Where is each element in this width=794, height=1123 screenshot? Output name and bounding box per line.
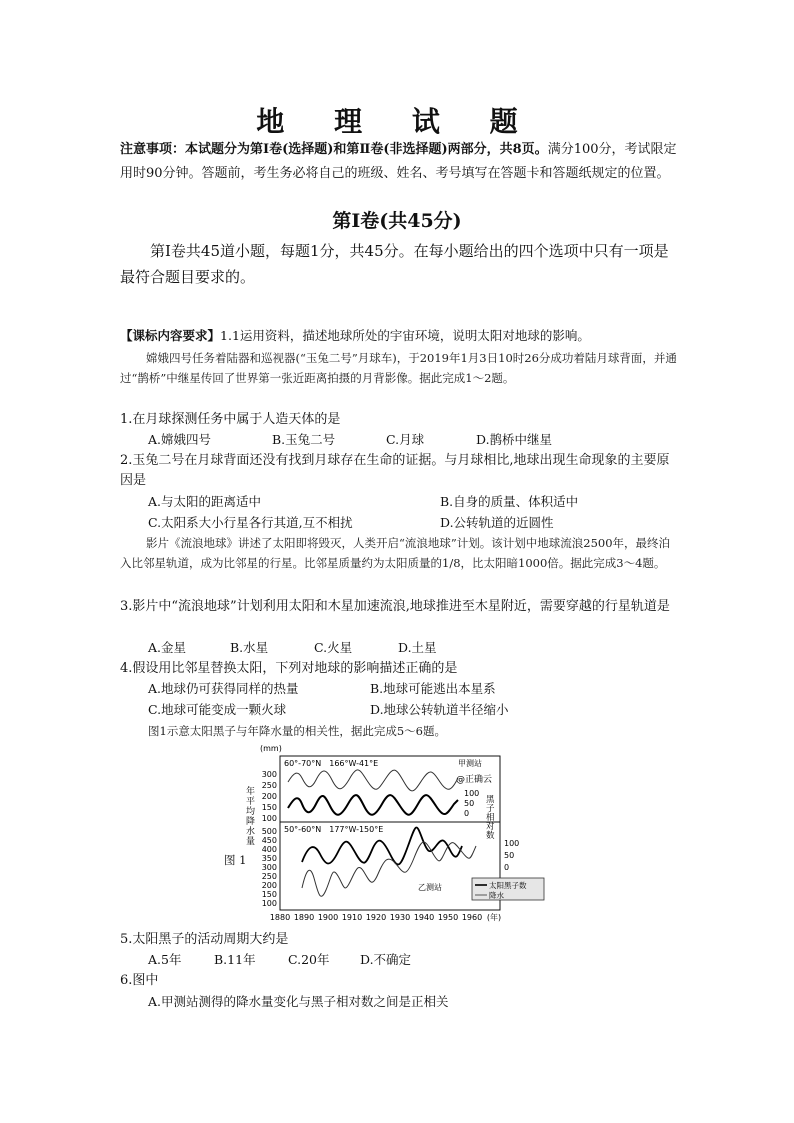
svg-text:500: 500 [261, 827, 277, 836]
svg-text:1890: 1890 [293, 913, 315, 922]
q3-option-b[interactable]: B.水星 [230, 640, 269, 655]
standard-text: 1.1运用资料，描述地球所处的宇宙环境，说明太阳对地球的影响。 [220, 328, 590, 343]
svg-text:100: 100 [261, 814, 277, 823]
unit-mm: (mm) [260, 744, 282, 753]
top-right-ticks [464, 789, 479, 818]
section-intro: 第Ⅰ卷共45道小题，每题1分，共45分。在每小题给出的四个选项中只有一项是最符合题目要求的。 [120, 242, 669, 286]
notice-rest: 满分100分，考试限定用时90分钟。答题前，考生务必将自己的班级、姓名、考号填写在答题卡和答题纸规定的位置。 [120, 142, 677, 181]
q4-option-b[interactable]: B.地球可能逃出本星系 [370, 681, 496, 696]
question-6: 6.图中 [120, 973, 159, 988]
svg-text:200: 200 [261, 792, 277, 801]
top-sunspot-line [288, 795, 458, 815]
bottom-panel-coords: 50°-60°N 177°W-150°E [284, 825, 384, 834]
exam-title: 地 理 试 题 [256, 105, 538, 138]
svg-text:300: 300 [261, 863, 277, 872]
q6-option-a[interactable]: A.甲测站测得的降水量变化与黑子相对数之间是正相关 [148, 994, 449, 1009]
svg-text:250: 250 [261, 872, 277, 881]
svg-text:450: 450 [261, 836, 277, 845]
svg-text:150: 150 [261, 803, 277, 812]
q4-option-c[interactable]: C.地球可能变成一颗火球 [148, 702, 287, 717]
exam-notice [120, 138, 680, 186]
svg-text:1900: 1900 [317, 913, 339, 922]
top-precipitation-line [288, 770, 458, 791]
x-axis-unit: (年) [486, 913, 502, 922]
x-axis-ticks [270, 912, 501, 922]
svg-text:0: 0 [464, 809, 470, 818]
q1-option-d[interactable]: D.鹊桥中继星 [476, 432, 553, 447]
question-5: 5.太阳黑子的活动周期大约是 [120, 932, 289, 947]
svg-text:50: 50 [464, 799, 475, 808]
svg-text:200: 200 [261, 881, 277, 890]
svg-text:1960: 1960 [461, 913, 483, 922]
notice-lead: 注意事项：本试题分为第Ⅰ卷(选择题)和第Ⅱ卷(非选择题)两部分，共8页。 [120, 142, 548, 157]
legend-precipitation: 降水 [489, 891, 504, 900]
svg-text:1910: 1910 [341, 913, 363, 922]
figure-label: 图 1 [224, 853, 247, 867]
q5-option-c[interactable]: C.20年 [288, 952, 330, 967]
svg-text:350: 350 [261, 854, 277, 863]
top-left-ticks [262, 770, 277, 823]
watermark: @正确云 [456, 775, 493, 785]
question-3: 3.影片中“流浪地球”计划利用太阳和木星加速流浪,地球推进至木星附近，需要穿越的行星轨道是 [120, 599, 670, 614]
bottom-left-ticks [262, 827, 277, 908]
svg-text:1930: 1930 [389, 913, 411, 922]
q2-option-a[interactable]: A.与太阳的距离适中 [148, 494, 262, 509]
q3-option-c[interactable]: C.火星 [314, 640, 353, 655]
right-axis-label: 黑子相对数 [486, 795, 495, 841]
q5-option-d[interactable]: D.不确定 [360, 952, 412, 967]
svg-text:1950: 1950 [437, 913, 459, 922]
svg-text:250: 250 [261, 781, 277, 790]
top-panel-station: 甲测站 [458, 759, 482, 768]
svg-text:150: 150 [261, 890, 277, 899]
passage-3: 图1示意太阳黑子与年降水量的相关性，据此完成5～6题。 [148, 724, 446, 738]
question-4: 4.假设用比邻星替换太阳，下列对地球的影响描述正确的是 [120, 661, 458, 676]
curriculum-standard [120, 326, 680, 346]
q3-option-d[interactable]: D.土星 [398, 640, 437, 655]
bottom-right-ticks [504, 839, 519, 872]
sunspot-precipitation-figure [240, 742, 550, 922]
q2-option-d[interactable]: D.公转轨道的近圆性 [440, 515, 554, 530]
q2-option-b[interactable]: B.自身的质量、体积适中 [440, 494, 579, 509]
q3-option-a[interactable]: A.金星 [148, 640, 187, 655]
q4-option-d[interactable]: D.地球公转轨道半径缩小 [370, 702, 509, 717]
svg-text:0: 0 [504, 863, 510, 872]
top-panel-coords: 60°-70°N 166°W-41°E [284, 759, 379, 768]
q1-option-c[interactable]: C.月球 [386, 432, 425, 447]
bottom-panel-station: 乙测站 [418, 883, 442, 892]
svg-text:300: 300 [261, 770, 277, 779]
q4-option-a[interactable]: A.地球仍可获得同样的热量 [148, 681, 299, 696]
bottom-panel-frame [280, 822, 500, 910]
chart-legend [472, 878, 544, 900]
question-1: 1.在月球探测任务中属于人造天体的是 [120, 412, 341, 427]
svg-text:400: 400 [261, 845, 277, 854]
standard-tag: 【课标内容要求】 [120, 328, 221, 343]
passage-2: 影片《流浪地球》讲述了太阳即将毁灭，人类开启“流浪地球”计划。该计划中地球流浪2500年，最终泊入比邻星轨道，成为比邻星的行星。比邻星质量约为太阳质量的1/8，比太阳暗1000倍。据此完成3～4题。 [120, 536, 671, 570]
svg-text:1920: 1920 [365, 913, 387, 922]
passage-1: 嫦娥四号任务着陆器和巡视器(“玉兔二号”月球车)，于2019年1月3日10时26分成功着陆月球背面，并通过“鹊桥”中继星传回了世界第一张近距离拍摄的月背影像。据此完成1～2题。 [120, 351, 677, 385]
svg-text:1880: 1880 [269, 913, 291, 922]
svg-text:50: 50 [504, 851, 515, 860]
section-title: 第Ⅰ卷(共45分) [332, 210, 462, 232]
q1-option-a[interactable]: A.嫦娥四号 [148, 432, 212, 447]
q5-option-a[interactable]: A.5年 [148, 952, 182, 967]
svg-text:1940: 1940 [413, 913, 435, 922]
left-axis-label: 年平均降水量 [246, 787, 256, 847]
svg-text:100: 100 [464, 789, 480, 798]
legend-sunspot: 太阳黑子数 [489, 881, 527, 890]
svg-text:100: 100 [504, 839, 520, 848]
svg-text:100: 100 [261, 899, 277, 908]
q1-option-b[interactable]: B.玉兔二号 [272, 432, 336, 447]
q2-option-c[interactable]: C.太阳系大小行星各行其道,互不相扰 [148, 515, 353, 530]
q5-option-b[interactable]: B.11年 [214, 952, 256, 967]
question-2: 2.玉兔二号在月球背面还没有找到月球存在生命的证据。与月球相比,地球出现生命现象的主要原因是 [120, 453, 670, 488]
